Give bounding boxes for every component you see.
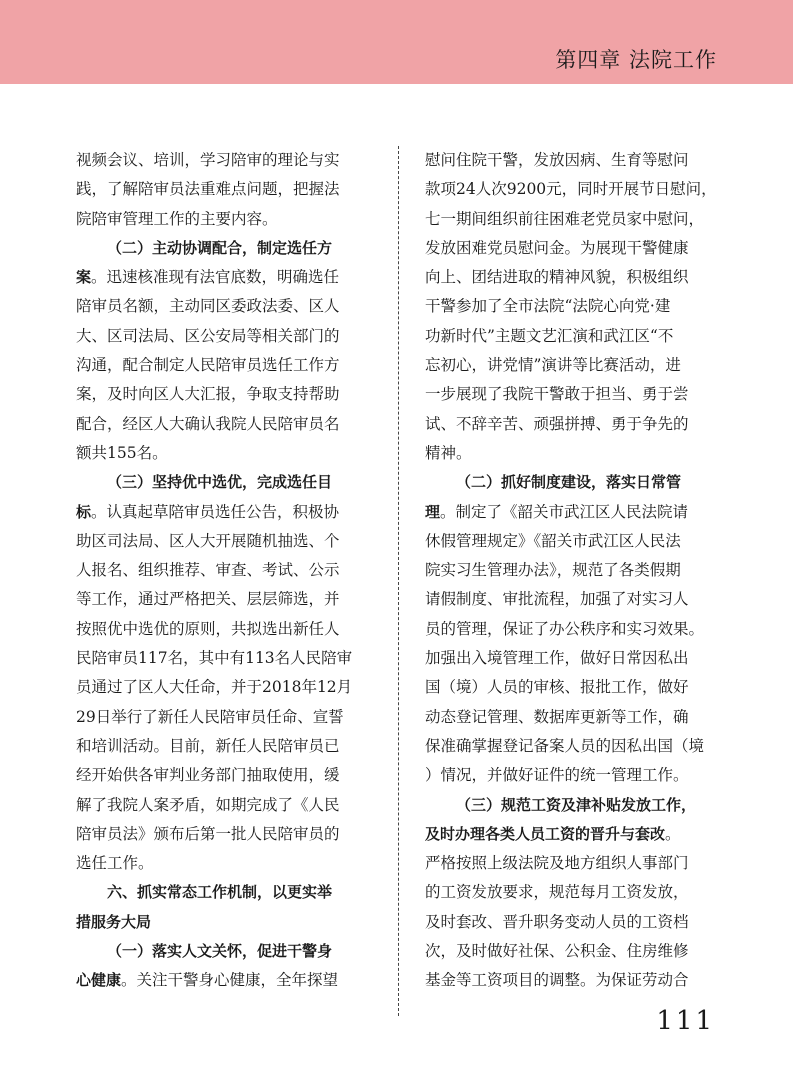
body-text: 员的管理，保证了办公秩序和实习效果。 (425, 619, 705, 638)
text-line (425, 878, 725, 907)
text-line (76, 791, 376, 820)
text-line (76, 556, 376, 585)
text-line (425, 849, 725, 878)
text-line (425, 468, 725, 497)
body-text: 视频会议、培训，学习陪审的理论与实 (76, 151, 340, 169)
text-line (425, 761, 725, 790)
body-text: 慰问住院干警，发放因病、生育等慰问 (425, 151, 689, 169)
bold-heading-text: （三）规范工资及津补贴发放工作， (456, 795, 697, 814)
body-text: 请假制度、审批流程，加强了对实习人 (425, 590, 689, 609)
body-text: 等工作，通过严格把关、层层筛选，并 (76, 590, 340, 609)
text-line (76, 703, 376, 732)
body-text: 助区司法局、区人大开展随机抽选、个 (76, 531, 340, 550)
body-text: 选任工作。 (76, 854, 154, 873)
text-line (425, 263, 725, 292)
body-text: ）情况，并做好证件的统一管理工作。 (425, 766, 689, 785)
body-text: 陪审员名额，主动同区委政法委、区人 (76, 297, 340, 316)
body-text: 大、区司法局、区公安局等相关部门的 (76, 326, 340, 345)
body-text: 干警参加了全市法院“法院心向党·建 (425, 297, 671, 316)
body-text: 精神。 (425, 443, 472, 462)
text-line (425, 292, 725, 321)
body-text: 民陪审员117名，其中有113名人民陪审 (76, 649, 353, 668)
text-line (425, 966, 725, 995)
text-line (76, 439, 376, 468)
text-line (76, 263, 376, 292)
text-line (425, 410, 725, 439)
right-text-column (425, 146, 725, 996)
text-line (425, 439, 725, 468)
body-text: 休假管理规定》《韶关市武江区人民法 (425, 531, 681, 550)
text-line (76, 820, 376, 849)
text-line (425, 556, 725, 585)
bold-heading-text: （二）主动协调配合，制定选任方 (107, 238, 333, 257)
bold-heading-text: 案 (76, 268, 92, 287)
body-text: 国（境）人员的审核、报批工作，做好 (425, 678, 689, 697)
text-line (425, 380, 725, 409)
text-line (76, 292, 376, 321)
text-line (76, 966, 376, 995)
bold-heading-text: 措服务大局 (76, 912, 152, 931)
body-text: 经开始供各审判业务部门抽取使用，缓 (76, 766, 340, 785)
body-text: 试、不辞辛苦、顽强拼搏、勇于争先的 (425, 414, 689, 433)
text-line (425, 527, 725, 556)
text-line (425, 615, 725, 644)
text-line (76, 351, 376, 380)
bold-heading-text: 标 (76, 502, 92, 521)
body-text: 向上、团结进取的精神风貌，积极组织 (425, 268, 689, 287)
body-text: 基金等工资项目的调整。为保证劳动合 (425, 971, 689, 990)
chapter-title: 第四章 法院工作 (555, 48, 717, 72)
body-text: 七一期间组织前往困难老党员家中慰问， (425, 209, 705, 228)
body-text: 款项24人次9200元，同时开展节日慰问， (425, 180, 717, 199)
text-line (425, 820, 725, 849)
text-line (425, 175, 725, 204)
text-line (76, 468, 376, 497)
text-line (76, 175, 376, 204)
text-line (76, 673, 376, 702)
text-line (76, 761, 376, 790)
bold-heading-text: 理 (425, 502, 441, 521)
body-text: 按照优中选优的原则，共拟选出新任人 (76, 619, 340, 638)
text-line (76, 234, 376, 263)
text-line (76, 322, 376, 351)
text-line (76, 498, 376, 527)
body-text: 和培训活动。目前，新任人民陪审员已 (76, 736, 340, 755)
text-line (76, 878, 376, 907)
body-text: 院实习生管理办法》，规范了各类假期 (425, 561, 681, 580)
column-divider (398, 146, 399, 1016)
text-line (425, 585, 725, 614)
body-text: 沟通，配合制定人民陪审员选任工作方 (76, 356, 340, 375)
body-text: 保准确掌握登记备案人员的因私出国（境 (425, 736, 705, 755)
text-line (425, 234, 725, 263)
bold-heading-text: 六、抓实常态工作机制，以更实举 (107, 883, 333, 902)
bold-heading-text: （二）抓好制度建设，落实日常管 (456, 473, 682, 492)
text-line (76, 849, 376, 878)
text-line (425, 322, 725, 351)
text-line (425, 732, 725, 761)
body-text: 加强出入境管理工作，做好日常因私出 (425, 649, 689, 668)
text-line (76, 937, 376, 966)
body-text: 。迅速核准现有法官底数，明确选任 (91, 268, 340, 287)
text-line (76, 615, 376, 644)
bold-heading-text: 心健康 (76, 971, 122, 990)
text-line (425, 644, 725, 673)
page-number: 111 (656, 1006, 715, 1036)
text-line (76, 410, 376, 439)
bold-heading-text: 及时办理各类人员工资的晋升与套改 (425, 824, 666, 843)
bold-heading-text: （三）坚持优中选优，完成选任目 (107, 473, 333, 492)
chapter-header-band (0, 0, 793, 84)
text-line (76, 205, 376, 234)
body-text: 。关注干警身心健康，全年探望 (121, 971, 339, 990)
body-text: 人报名、组织推荐、审查、考试、公示 (76, 561, 340, 580)
text-line (76, 527, 376, 556)
text-line (76, 146, 376, 175)
text-line (425, 791, 725, 820)
body-text: 次，及时做好社保、公积金、住房维修 (425, 942, 689, 961)
bold-heading-text: （一）落实人文关怀，促进干警身 (107, 942, 333, 961)
body-text: 陪审员法》颁布后第一批人民陪审员的 (76, 824, 340, 843)
body-text: 忘初心，讲党情”演讲等比赛活动，进 (425, 356, 681, 375)
left-text-column (76, 146, 376, 996)
body-text: 解了我院人案矛盾，如期完成了《人民 (76, 795, 340, 814)
body-text: 及时套改、晋升职务变动人员的工资档 (425, 912, 689, 931)
body-text: 院陪审管理工作的主要内容。 (76, 209, 278, 228)
text-line (425, 498, 725, 527)
text-line (425, 937, 725, 966)
text-line (76, 908, 376, 937)
body-text: 额共155名。 (76, 443, 168, 462)
body-text: 。认真起草陪审员选任公告，积极协 (91, 502, 340, 521)
text-line (425, 673, 725, 702)
text-line (76, 585, 376, 614)
body-text: 案，及时向区人大汇报，争取支持帮助 (76, 385, 340, 404)
text-line (425, 703, 725, 732)
text-line (76, 380, 376, 409)
body-text: 践，了解陪审员法重难点问题，把握法 (76, 180, 340, 199)
body-text: 功新时代”主题文艺汇演和武江区“不 (425, 326, 674, 345)
body-text: 29日举行了新任人民陪审员任命、宣誓 (76, 707, 344, 726)
body-text: 的工资发放要求，规范每月工资发放， (425, 883, 689, 902)
text-line (425, 908, 725, 937)
text-line (425, 205, 725, 234)
body-text: 配合，经区人大确认我院人民陪审员名 (76, 414, 340, 433)
text-line (76, 644, 376, 673)
body-text: 一步展现了我院干警敢于担当、勇于尝 (425, 385, 689, 404)
text-line (425, 351, 725, 380)
body-text: 严格按照上级法院及地方组织人事部门 (425, 854, 689, 873)
body-text: 发放困难党员慰问金。为展现干警健康 (425, 238, 689, 257)
text-line (425, 146, 725, 175)
body-text: 员通过了区人大任命，并于2018年12月 (76, 678, 353, 697)
text-line (76, 732, 376, 761)
body-text: 动态登记管理、数据库更新等工作，确 (425, 707, 689, 726)
body-text: 。 (665, 824, 681, 843)
body-text: 。制定了《韶关市武江区人民法院请 (440, 502, 689, 521)
